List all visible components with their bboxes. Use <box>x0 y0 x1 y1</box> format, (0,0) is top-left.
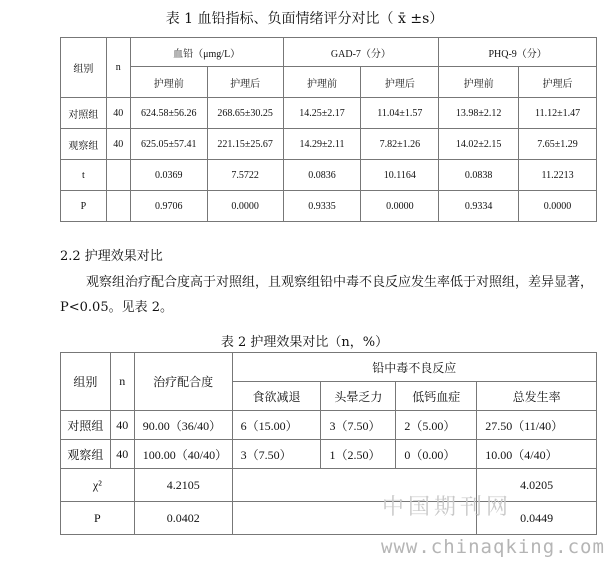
header-n: n <box>110 353 134 411</box>
header-hypocalcemia: 低钙血症 <box>396 382 477 411</box>
header-group: 组别 <box>61 38 107 98</box>
header-total-rate: 总发生率 <box>477 382 597 411</box>
table-cell <box>106 160 130 191</box>
table-cell: 14.02±2.15 <box>439 129 519 160</box>
table-cell: 3（7.50） <box>232 440 321 469</box>
header-phq9: PHQ-9（分） <box>439 38 597 67</box>
header-compliance: 治疗配合度 <box>134 353 232 411</box>
table-cell: 对照组 <box>61 98 107 129</box>
table-row <box>61 440 597 469</box>
table-cell: 0.9706 <box>130 191 207 222</box>
chi-total: 4.0205 <box>477 469 597 502</box>
section-paragraph: 观察组治疗配合度高于对照组，且观察组铅中毒不良反应发生率低于对照组，差异显著，P<0.05。见表 2。 <box>60 275 594 315</box>
table2-title: 表 2 护理效果对比（n，%） <box>220 335 389 350</box>
header-gad7: GAD-7（分） <box>283 38 439 67</box>
table-cell: 11.12±1.47 <box>519 98 597 129</box>
table-row <box>61 129 597 160</box>
table-row <box>61 191 597 222</box>
header-before: 护理前 <box>130 67 207 98</box>
table-cell: 0.0000 <box>519 191 597 222</box>
section-heading: 2.2 护理效果对比 <box>60 249 163 264</box>
table-cell: 14.29±2.11 <box>283 129 361 160</box>
table-cell: 3（7.50） <box>321 411 396 440</box>
table-cell: 100.00（40/40） <box>134 440 232 469</box>
header-group: 组别 <box>61 353 111 411</box>
header-after: 护理后 <box>361 67 439 98</box>
table-cell: 40 <box>106 98 130 129</box>
header-n: n <box>106 38 130 98</box>
table-cell: 0.0000 <box>207 191 283 222</box>
p-label: P <box>61 502 135 535</box>
table-cell: 11.04±1.57 <box>361 98 439 129</box>
table-cell: 0.0836 <box>283 160 361 191</box>
table-cell: 40 <box>106 129 130 160</box>
table-cell: 268.65±30.25 <box>207 98 283 129</box>
chi-square-label: χ² <box>61 469 135 502</box>
table-cell: 40 <box>110 440 134 469</box>
table-cell: 624.58±56.26 <box>130 98 207 129</box>
table-row <box>61 469 597 502</box>
table-cell: 10.00（4/40） <box>477 440 597 469</box>
table-cell: 6（15.00） <box>232 411 321 440</box>
table1-title: 表 1 血铅指标、负面情绪评分对比（ x̄ ±s） <box>165 11 444 27</box>
table-cell: 10.1164 <box>361 160 439 191</box>
watermark-url: www.chinaqking.com <box>381 536 605 558</box>
table2-nursing-effect <box>60 352 597 535</box>
header-adverse-reaction: 铅中毒不良反应 <box>232 353 596 382</box>
watermark-logo-text: 中国期刊网 <box>382 495 513 520</box>
table-cell: 13.98±2.12 <box>439 98 519 129</box>
table-cell: 观察组 <box>61 129 107 160</box>
table-cell: 40 <box>110 411 134 440</box>
table-row <box>61 160 597 191</box>
table-cell: 0.0369 <box>130 160 207 191</box>
table-cell: 0（0.00） <box>396 440 477 469</box>
chi-compliance: 4.2105 <box>134 469 232 502</box>
table-cell: 2（5.00） <box>396 411 477 440</box>
table-cell: 7.5722 <box>207 160 283 191</box>
header-appetite-loss: 食欲减退 <box>232 382 321 411</box>
table-cell: 0.9335 <box>283 191 361 222</box>
table-row <box>61 411 597 440</box>
table-cell: 221.15±25.67 <box>207 129 283 160</box>
table-row <box>61 98 597 129</box>
header-before: 护理前 <box>439 67 519 98</box>
p-compliance: 0.0402 <box>134 502 232 535</box>
table-cell: 90.00（36/40） <box>134 411 232 440</box>
table-cell: 7.65±1.29 <box>519 129 597 160</box>
header-dizziness: 头晕乏力 <box>321 382 396 411</box>
table-cell: 625.05±57.41 <box>130 129 207 160</box>
p-total: 0.0449 <box>477 502 597 535</box>
table-cell <box>106 191 130 222</box>
table-cell: 27.50（11/40） <box>477 411 597 440</box>
table1-blood-lead-emotion <box>60 37 597 222</box>
table-cell: t <box>61 160 107 191</box>
header-after: 护理后 <box>207 67 283 98</box>
table-cell: P <box>61 191 107 222</box>
table-cell: 0.9334 <box>439 191 519 222</box>
header-blood-lead: 血铅（μmg/L） <box>130 38 283 67</box>
table-cell: 0.0838 <box>439 160 519 191</box>
table-cell: 11.2213 <box>519 160 597 191</box>
table-cell: 观察组 <box>61 440 111 469</box>
table-cell: 7.82±1.26 <box>361 129 439 160</box>
table-cell: 对照组 <box>61 411 111 440</box>
table-cell: 0.0000 <box>361 191 439 222</box>
table-row <box>61 502 597 535</box>
header-after: 护理后 <box>519 67 597 98</box>
header-before: 护理前 <box>283 67 361 98</box>
table-cell: 14.25±2.17 <box>283 98 361 129</box>
table-cell: 1（2.50） <box>321 440 396 469</box>
